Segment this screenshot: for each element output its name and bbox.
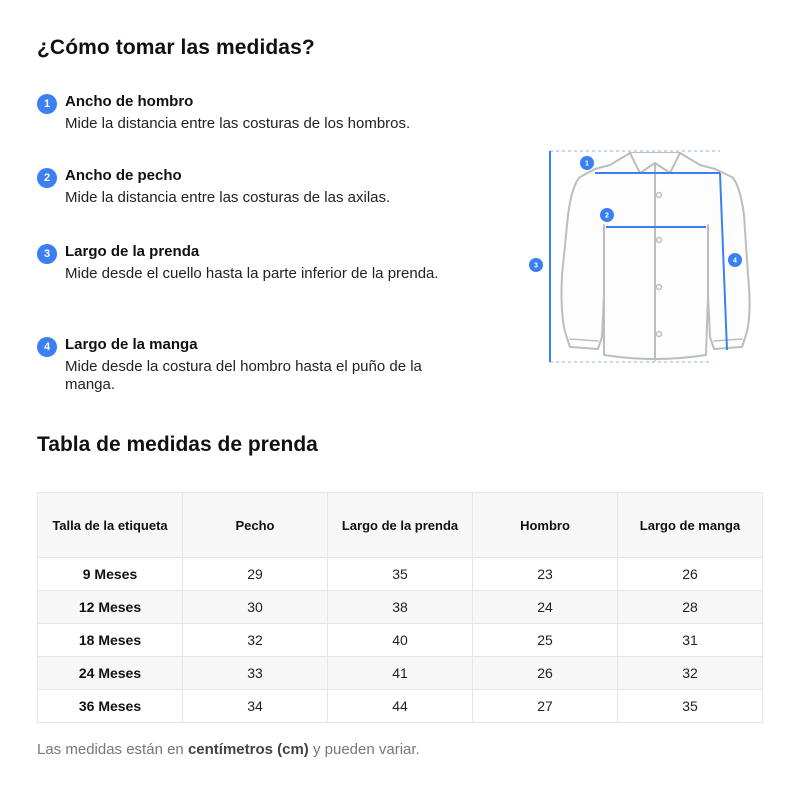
shoulder-cell: 23 xyxy=(473,558,618,591)
chest-cell: 32 xyxy=(183,624,328,657)
table-row xyxy=(38,558,763,591)
size-table xyxy=(37,492,763,723)
step-title: Ancho de hombro xyxy=(65,93,194,110)
table-row xyxy=(38,657,763,690)
table-row xyxy=(38,591,763,624)
length-cell: 38 xyxy=(328,591,473,624)
step-number-badge: 1 xyxy=(37,94,57,114)
step-number-badge: 4 xyxy=(37,337,57,357)
chest-cell: 33 xyxy=(183,657,328,690)
step-title: Largo de la prenda xyxy=(65,243,200,260)
step-title: Largo de la manga xyxy=(65,336,198,353)
table-header-row xyxy=(38,493,763,558)
step-description: Mide desde la costura del hombro hasta el puño de la manga. xyxy=(65,358,422,393)
sleeve-cell: 31 xyxy=(618,624,763,657)
size-cell: 36 Meses xyxy=(38,690,183,723)
shoulder-cell: 25 xyxy=(473,624,618,657)
column-header-chest: Pecho xyxy=(183,493,328,558)
length-cell: 35 xyxy=(328,558,473,591)
step-description: Mide la distancia entre las costuras de las axilas. xyxy=(65,189,391,206)
footnote-text-after: y pueden variar. xyxy=(308,741,420,758)
shoulder-cell: 26 xyxy=(473,657,618,690)
marker-4-label: 4 xyxy=(733,257,737,265)
column-header-shoulder: Hombro xyxy=(473,493,618,558)
step-description: Mide desde el cuello hasta la parte inferior de la prenda. xyxy=(65,265,439,282)
shoulder-cell: 27 xyxy=(473,690,618,723)
chest-cell: 30 xyxy=(183,591,328,624)
step-number-badge: 3 xyxy=(37,244,57,264)
footnote-units: centímetros (cm) xyxy=(187,741,309,758)
footnote-text-before: Las medidas están en xyxy=(37,741,188,758)
chest-cell: 29 xyxy=(183,558,328,591)
length-cell: 41 xyxy=(328,657,473,690)
size-cell: 12 Meses xyxy=(38,591,183,624)
sleeve-cell: 32 xyxy=(618,657,763,690)
step-number-badge: 2 xyxy=(37,168,57,188)
units-footnote xyxy=(37,741,420,758)
sleeve-cell: 35 xyxy=(618,690,763,723)
column-header-sleeve: Largo de manga xyxy=(618,493,763,558)
shoulder-cell: 24 xyxy=(473,591,618,624)
column-header-length: Largo de la prenda xyxy=(328,493,473,558)
chest-cell: 34 xyxy=(183,690,328,723)
table-row xyxy=(38,690,763,723)
size-cell: 18 Meses xyxy=(38,624,183,657)
marker-3-label: 3 xyxy=(534,262,538,270)
size-cell: 24 Meses xyxy=(38,657,183,690)
sleeve-cell: 28 xyxy=(618,591,763,624)
table-row xyxy=(38,624,763,657)
size-cell: 9 Meses xyxy=(38,558,183,591)
step-description: Mide la distancia entre las costuras de los hombros. xyxy=(65,115,411,132)
page-title: ¿Cómo tomar las medidas? xyxy=(37,36,315,59)
step-title: Ancho de pecho xyxy=(65,167,182,184)
length-cell: 44 xyxy=(328,690,473,723)
sleeve-cell: 26 xyxy=(618,558,763,591)
length-cell: 40 xyxy=(328,624,473,657)
shirt-measurement-diagram xyxy=(520,145,760,370)
marker-2-label: 2 xyxy=(605,212,609,220)
size-table-title: Tabla de medidas de prenda xyxy=(37,433,318,456)
column-header-size: Talla de la etiqueta xyxy=(38,493,183,558)
marker-1-label: 1 xyxy=(585,160,589,168)
